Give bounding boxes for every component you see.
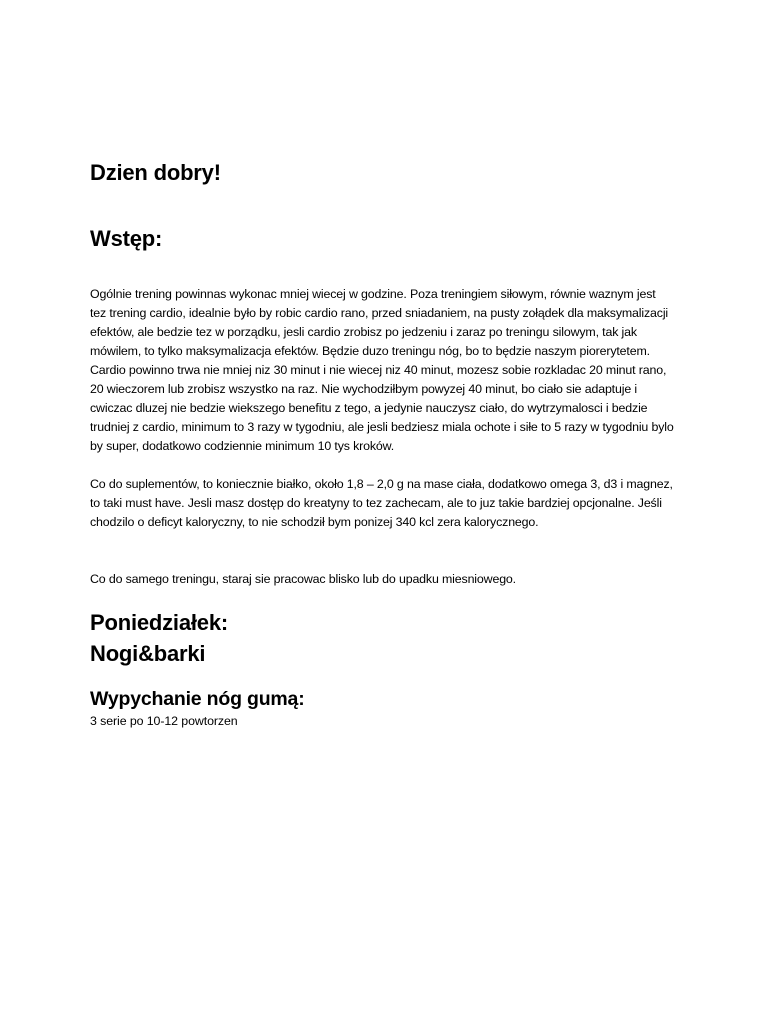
- intro-heading: Wstęp:: [90, 226, 163, 251]
- exercise-sets-text: 3 serie po 10-12 powtorzen: [90, 714, 238, 728]
- greeting-heading: Dzien dobry!: [90, 160, 221, 185]
- intro-paragraph-effort: Co do samego treningu, staraj sie pracowac blisko lub do upadku miesniowego.: [90, 572, 516, 586]
- intro-paragraph-supplements: Co do suplementów, to koniecznie białko, około 1,8 – 2,0 g na mase ciała, dodatkowo omega 3, d3 i magnez, to taki must have. Jesli masz dostęp do kreatyny to tez zachecam, ale to juz takie bardziej opcjonalne. Jeśli chodzilo o deficyt kaloryczny, to nie schodził bym ponizej 340 kcl zera kalorycznego.: [90, 477, 673, 529]
- day-heading: Poniedziałek:: [90, 610, 228, 635]
- exercise-heading: Wypychanie nóg gumą:: [90, 688, 305, 710]
- day-split-heading: Nogi&barki: [90, 641, 206, 666]
- intro-paragraph-training: Ogólnie trening powinnas wykonac mniej wiecej w godzine. Poza treningiem siłowym, równie waznym jest tez trening cardio, idealnie było by robic cardio rano, przed sniadaniem, na pusty zołądek dla maksymalizacji efektów, ale bedzie tez w porządku, jesli cardio zrobisz po jedzeniu i zaraz po treningu silowym, tak jak mówilem, to tylko maksymalizacja efektów. Będzie duzo treningu nóg, bo to będzie naszym piorerytetem. Cardio powinno trwa nie mniej niz 30 minut i nie wiecej niz 40 minut, mozesz sobie rozkladac 20 minut rano, 20 wieczorem lub zrobisz wszystko na raz. Nie wychodziłbym powyzej 40 minut, bo ciało sie adaptuje i cwiczac dluzej nie bedzie wiekszego benefitu z tego, a jedynie nauczysz ciało, do wytrzymalosci i bedzie trudniej z cardio, minimum to 3 razy w tygodniu, ale jesli bedziesz miala ochote i siłe to 5 razy w tygodniu bylo by super, dodatkowo codziennie minimum 10 tys kroków.: [90, 287, 674, 453]
- document-body: [90, 157, 674, 730]
